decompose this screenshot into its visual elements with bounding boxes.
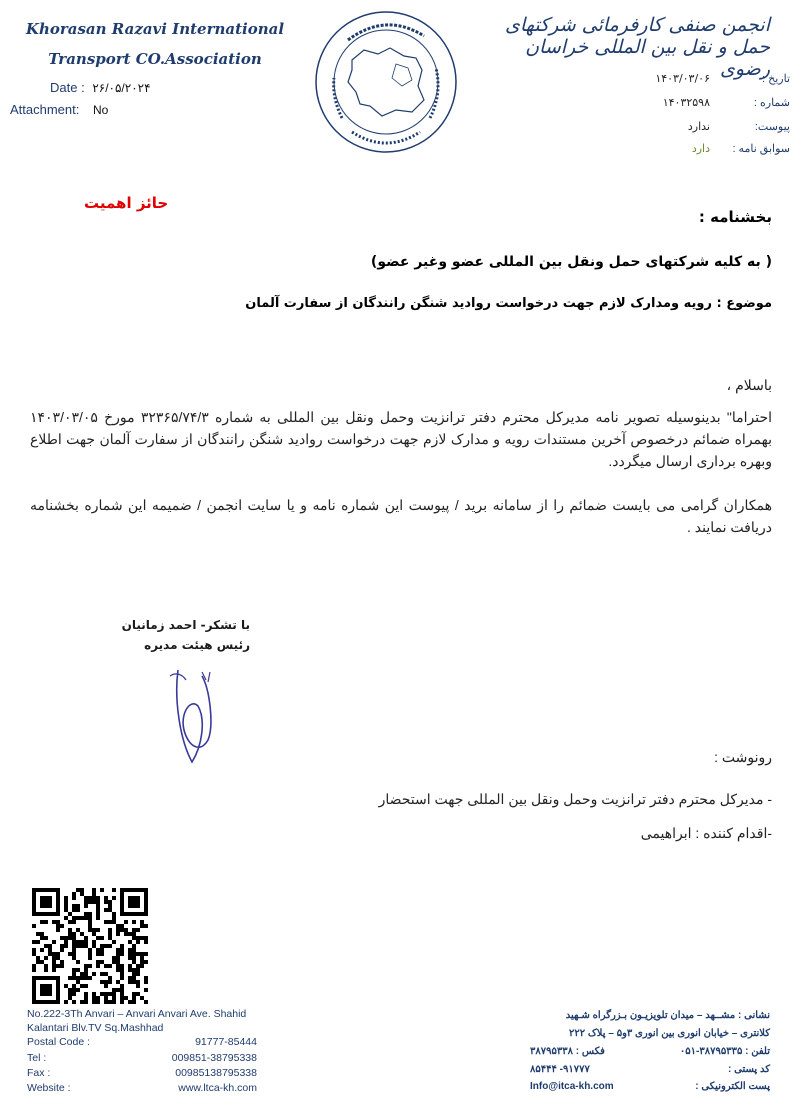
footer-website-link[interactable]: www.ltca-kh.com (178, 1082, 257, 1094)
signature-title: رئیس هیئت مدیره (144, 638, 250, 652)
header-attachment-label: پیوست: (754, 121, 790, 133)
footer-fax-row (27, 1067, 257, 1083)
footer-website-row (27, 1082, 257, 1098)
header-history-row (610, 142, 790, 160)
association-logo (312, 8, 460, 156)
header-history-value: دارد (691, 142, 710, 155)
date-label: Date : (50, 80, 85, 95)
subject-line: موضوع : رویه ومدارک لازم جهت درخواست روادید شنگن رانندگان از سفارت آلمان (245, 296, 772, 311)
footer-tel-row (27, 1052, 257, 1068)
qr-code-icon (32, 888, 148, 1004)
footer-postal-fa-value: ۹۱۷۷۷- ۸۵۴۴۴ (530, 1064, 590, 1075)
attachment-label: Attachment: (10, 102, 80, 117)
footer-fax: فکس : ۳۸۷۹۵۳۳۸ (530, 1046, 605, 1057)
header-number-value: ۱۴۰۳۲۵۹۸ (662, 96, 710, 109)
recipients-line: ( به کلیه شرکتهای حمل ونقل بین المللی عضو وغیر عضو) (370, 254, 772, 270)
org-name-en-line2: Transport CO.Association (48, 50, 262, 68)
cc-item-2: -اقدام کننده : ابراهیمی (640, 825, 772, 841)
footer-website-label: Website : (27, 1082, 71, 1094)
circular-title: بخشنامه : (698, 208, 772, 226)
footer-postal-label: Postal Code : (27, 1036, 91, 1048)
header-history-label: سوابق نامه : (732, 143, 790, 155)
footer-address-en-line1: No.222-3Th Anvari – Anvari Anvari Ave. Shahid (27, 1008, 247, 1020)
footer-email-row (530, 1081, 770, 1097)
header-attachment-value: ندارد (687, 120, 710, 133)
qr-code (32, 888, 148, 1004)
footer-address-fa-line1: نشانی : مشــهد – میدان تلویزیـون بـزرگراه شـهید (565, 1010, 770, 1021)
footer-email-label: پست الکترونیکی : (695, 1081, 770, 1092)
org-name-fa: انجمن صنفی کارفرمائی شرکتهای حمل و نقل بین المللی خراسان رضوی (505, 14, 770, 80)
footer-fax-label: Fax : (27, 1067, 51, 1079)
header-date-label: تاریخ : (762, 73, 790, 85)
footer-fax-value: 00985138795338 (175, 1067, 257, 1079)
org-name-en-line1: Khorasan Razavi International (25, 20, 285, 38)
footer-postal-fa-label: کد پستی : (728, 1064, 770, 1075)
footer-postal-fa-row (530, 1064, 770, 1080)
header-number-label: شماره : (753, 97, 790, 109)
importance-label: حائز اهمیت (84, 194, 169, 212)
footer-tel-label: Tel : (27, 1052, 47, 1064)
footer-phone-row (530, 1046, 770, 1062)
header-date-row (610, 72, 790, 90)
footer-postal-value: 91777-85444 (195, 1036, 257, 1048)
logo-seal-icon (312, 8, 460, 156)
greeting: باسلام ، (726, 377, 772, 393)
date-value: ۲۶/۰۵/۲۰۲۴ (92, 81, 151, 95)
header-date-value: ۱۴۰۳/۰۳/۰۶ (655, 72, 710, 85)
header-attachment-row (610, 120, 790, 138)
footer-address-en-line2: Kalantari Blv.TV Sq.Mashhad (27, 1022, 164, 1034)
footer-tel-value: 009851-38795338 (171, 1052, 257, 1064)
footer-phone: تلفن : ۳۸۷۹۵۳۳۵-۰۵۱ (679, 1046, 770, 1057)
signature-name: با تشکر- احمد زمانیان (121, 618, 250, 632)
footer-email-link[interactable]: Info@itca-kh.com (530, 1081, 614, 1092)
body-paragraph-1: احتراما" بدینوسیله تصویر نامه مدیرکل محترم دفتر ترانزیت وحمل ونقل بین المللی به شماره ۳۲۳۶۵/۷۴/۳ مورخ ۱۴۰۳/۰۳/۰۵ بهمراه ضمائم درخصوص آخرین مستندات رویه و مدارک لازم جهت درخواست روادید شنگن رانندگان از سفارت آلمان جهت اطلاع وبهره برداری ارسال میگردد. (30, 409, 773, 469)
cc-item-1: - مدیرکل محترم دفتر ترانزیت وحمل ونقل بین المللی جهت استحضار (378, 791, 772, 807)
attachment-field (10, 102, 108, 117)
header-number-row (610, 96, 790, 114)
body-paragraph-2: همکاران گرامی می بایست ضمائم را از سامانه برید / پیوست این شماره نامه و یا سایت انجمن / ضمیمه این شماره بخشنامه دریافت نمایند . (30, 497, 772, 535)
footer-postal-row (27, 1036, 257, 1052)
cc-title: رونوشت : (714, 749, 772, 765)
footer-address-fa-line2: کلانتری – خیابان انوری بین انوری ۳و۵ – پلاک ۲۲۲ (568, 1028, 770, 1039)
attachment-value: No (93, 103, 109, 117)
date-field (50, 80, 151, 95)
